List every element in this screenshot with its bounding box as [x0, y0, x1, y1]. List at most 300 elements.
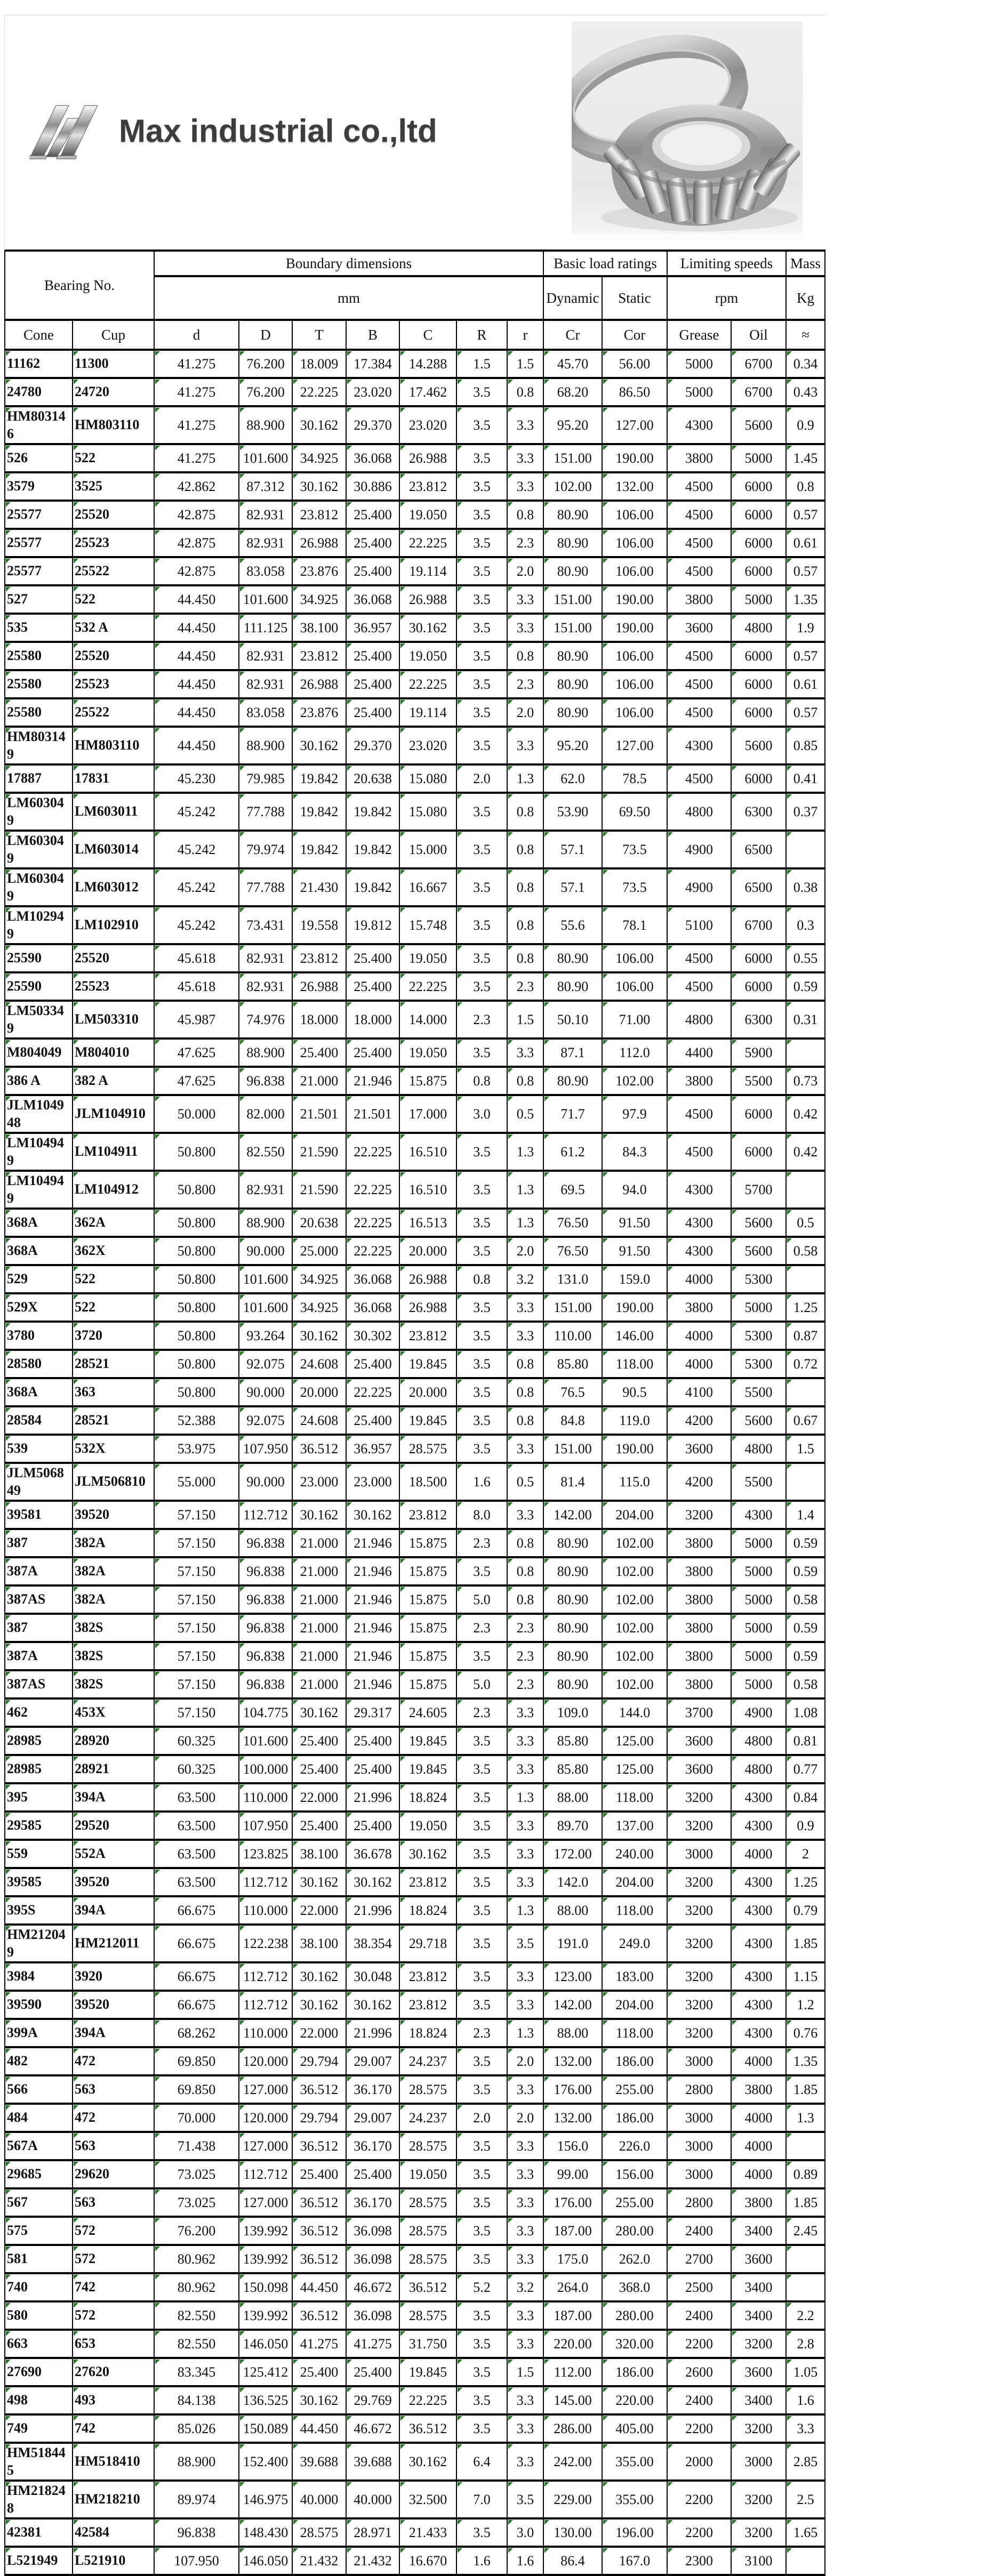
spec-value-cell: 21.000 [292, 1557, 346, 1585]
spec-value-cell: 92.075 [239, 1350, 292, 1378]
spec-value-cell: 3.5 [456, 1925, 507, 1962]
spec-value-cell: 38.100 [292, 614, 346, 642]
spec-value-cell: 5000 [731, 444, 786, 472]
spec-value-cell: 110.000 [239, 1896, 292, 1925]
table-row [5, 2386, 825, 2414]
spec-value-cell: 82.931 [239, 529, 292, 557]
spec-value-cell: 3.5 [456, 2301, 507, 2330]
spec-value-cell: 17.384 [346, 350, 399, 378]
spec-value-cell: 3.5 [456, 1039, 507, 1067]
spec-value-cell: 2400 [667, 2301, 731, 2330]
spec-value-cell: 19.842 [346, 793, 399, 831]
spec-value-cell: 3.3 [507, 2301, 543, 2330]
spec-value-cell: 25.400 [346, 501, 399, 529]
spec-value-cell: 26.988 [399, 1293, 456, 1322]
spec-value-cell: 21.996 [346, 1783, 399, 1812]
column-header-R: R [456, 320, 507, 350]
spec-value-cell: 5000 [667, 378, 731, 406]
spec-value-cell: 4000 [667, 1350, 731, 1378]
spec-value-cell: 2 [786, 1840, 825, 1868]
spec-value-cell: 196.00 [602, 2518, 667, 2547]
spec-value-cell: 80.90 [543, 972, 602, 1001]
cone-number-cell: 28985 [5, 1755, 73, 1783]
header-mass: Mass [786, 251, 825, 276]
spec-value-cell: 39.688 [346, 2443, 399, 2481]
header-bearing-no: Bearing No. [5, 251, 154, 320]
spec-value-cell: 6000 [731, 557, 786, 585]
spec-value-cell: 101.600 [239, 585, 292, 614]
table-row [5, 1265, 825, 1293]
table-row [5, 1133, 825, 1171]
spec-value-cell: 76.200 [239, 350, 292, 378]
spec-value-cell: 4500 [667, 698, 731, 727]
spec-value-cell: 18.000 [346, 1001, 399, 1039]
spec-value-cell: 3.5 [456, 727, 507, 764]
spec-value-cell: 368.0 [602, 2273, 667, 2301]
spec-value-cell: 30.162 [399, 1840, 456, 1868]
spec-value-cell: 76.5 [543, 1378, 602, 1406]
spec-value-cell: 50.800 [154, 1293, 239, 1322]
cone-number-cell: 575 [5, 2217, 73, 2245]
spec-value-cell: 19.114 [399, 557, 456, 585]
company-logo-m-icon [29, 101, 109, 160]
spec-value-cell: 0.8 [507, 1557, 543, 1585]
spec-value-cell: 0.57 [786, 698, 825, 727]
spec-value-cell: 3800 [667, 1557, 731, 1585]
spec-value-cell: 355.00 [602, 2443, 667, 2481]
spec-value-cell: 22.225 [346, 1378, 399, 1406]
cone-number-cell: 28584 [5, 1406, 73, 1435]
cup-number-cell: 394A [73, 2019, 154, 2047]
spec-value-cell: 204.00 [602, 1868, 667, 1896]
spec-value-cell: 38.100 [292, 1925, 346, 1962]
spec-value-cell: 42.862 [154, 472, 239, 501]
cone-number-cell: 387AS [5, 1585, 73, 1614]
spec-value-cell: 23.876 [292, 698, 346, 727]
spec-value-cell: 0.8 [507, 944, 543, 972]
spec-value-cell: 36.098 [346, 2245, 399, 2273]
spec-value-cell: 26.988 [292, 670, 346, 698]
spec-value-cell: 29.769 [346, 2386, 399, 2414]
spec-value-cell: 146.050 [239, 2547, 292, 2575]
spec-value-cell: 0.87 [786, 1322, 825, 1350]
spec-value-cell: 1.2 [786, 1991, 825, 2019]
spec-value-cell: 29.007 [346, 2047, 399, 2075]
spec-value-cell: 3.3 [507, 727, 543, 764]
spec-value-cell: 30.162 [346, 1501, 399, 1529]
spec-value-cell: 6300 [731, 793, 786, 831]
spec-value-cell: 94.0 [602, 1171, 667, 1209]
spec-value-cell: 4300 [667, 1237, 731, 1265]
cone-number-cell: L521949 [5, 2547, 73, 2575]
spec-value-cell: 82.931 [239, 670, 292, 698]
spec-value-cell: 132.00 [543, 2104, 602, 2132]
spec-value-cell: 30.162 [292, 472, 346, 501]
spec-value-cell: 3.3 [507, 1293, 543, 1322]
spec-value-cell: 3400 [731, 2217, 786, 2245]
header-unit-rpm: rpm [667, 276, 786, 320]
spec-value-cell: 3000 [667, 2047, 731, 2075]
cone-number-cell: 498 [5, 2386, 73, 2414]
spec-value-cell: 80.90 [543, 1067, 602, 1095]
spec-value-cell: 1.35 [786, 585, 825, 614]
spec-value-cell: 2600 [667, 2358, 731, 2386]
table-row [5, 1925, 825, 1962]
spec-value-cell: 5000 [731, 1585, 786, 1614]
spec-value-cell: 80.90 [543, 1585, 602, 1614]
spec-value-cell: 82.550 [154, 2330, 239, 2358]
cup-number-cell: 42584 [73, 2518, 154, 2547]
cup-number-cell: LM104912 [73, 1171, 154, 1209]
header-unit-kg: Kg [786, 276, 825, 320]
spec-value-cell: 123.00 [543, 1962, 602, 1991]
spec-value-cell: 0.57 [786, 642, 825, 670]
cone-number-cell: LM102949 [5, 906, 73, 944]
spec-value-cell: 21.000 [292, 1642, 346, 1670]
spec-value-cell: 4000 [731, 2104, 786, 2132]
spec-value-cell: 28.971 [346, 2518, 399, 2547]
spec-value-cell: 5000 [731, 585, 786, 614]
spec-value-cell: 36.678 [346, 1840, 399, 1868]
spec-value-cell: 92.075 [239, 1406, 292, 1435]
spec-value-cell: 0.8 [507, 868, 543, 906]
spec-value-cell: 28.575 [399, 2075, 456, 2104]
spec-value-cell: 3.5 [456, 642, 507, 670]
spec-value-cell: 2400 [667, 2217, 731, 2245]
spec-value-cell: 25.400 [292, 1812, 346, 1840]
spec-value-cell: 25.400 [346, 972, 399, 1001]
spec-value-cell: 4000 [667, 1322, 731, 1350]
spec-value-cell: 0.31 [786, 1001, 825, 1039]
spec-value-cell: 1.85 [786, 2188, 825, 2217]
spec-value-cell: 83.058 [239, 557, 292, 585]
spec-value-cell: 0.8 [456, 1265, 507, 1293]
cone-number-cell: 663 [5, 2330, 73, 2358]
spec-value-cell: 23.020 [399, 727, 456, 764]
spec-value-cell: 50.10 [543, 1001, 602, 1039]
spec-value-cell: 25.400 [346, 1039, 399, 1067]
spec-value-cell: 41.275 [154, 444, 239, 472]
cup-number-cell: 25523 [73, 670, 154, 698]
spec-value-cell: 112.712 [239, 1962, 292, 1991]
spec-value-cell: 22.000 [292, 1896, 346, 1925]
spec-value-cell: 3.5 [456, 1991, 507, 2019]
spec-value-cell: 3.5 [456, 1209, 507, 1237]
spec-value-cell: 1.3 [507, 764, 543, 793]
spec-value-cell: 1.45 [786, 444, 825, 472]
spec-value-cell [786, 1378, 825, 1406]
spec-value-cell: 96.838 [239, 1642, 292, 1670]
spec-value-cell: 120.000 [239, 2104, 292, 2132]
spec-value-cell: 20.638 [292, 1209, 346, 1237]
cone-number-cell: HM803149 [5, 727, 73, 764]
spec-value-cell: 0.8 [507, 501, 543, 529]
spec-value-cell: 3800 [667, 1529, 731, 1557]
spec-value-cell: 79.974 [239, 831, 292, 868]
spec-value-cell: 28.575 [399, 1435, 456, 1463]
table-row [5, 1350, 825, 1378]
cup-number-cell: 394A [73, 1896, 154, 1925]
spec-value-cell: 0.59 [786, 1557, 825, 1585]
cone-number-cell: 27690 [5, 2358, 73, 2386]
spec-value-cell: 50.800 [154, 1378, 239, 1406]
cone-number-cell: 559 [5, 1840, 73, 1868]
spec-value-cell: 3.3 [507, 2414, 543, 2443]
spec-value-cell: 21.590 [292, 1171, 346, 1209]
spec-value-cell: 3200 [731, 2414, 786, 2443]
spec-value-cell: 57.1 [543, 831, 602, 868]
spec-value-cell: 4200 [667, 1463, 731, 1501]
cone-number-cell: 368A [5, 1209, 73, 1237]
spec-value-cell: 130.00 [543, 2518, 602, 2547]
spec-value-cell: 97.9 [602, 1095, 667, 1133]
spec-value-cell: 127.00 [602, 406, 667, 444]
spec-value-cell: 106.00 [602, 642, 667, 670]
cup-number-cell: 532 A [73, 614, 154, 642]
spec-value-cell: 172.00 [543, 1840, 602, 1868]
spec-value-cell: 204.00 [602, 1991, 667, 2019]
spec-value-cell: 44.450 [292, 2414, 346, 2443]
spec-value-cell: 125.00 [602, 1755, 667, 1783]
spec-value-cell: 2200 [667, 2414, 731, 2443]
spec-value-cell: 240.00 [602, 1840, 667, 1868]
spec-value-cell: 0.61 [786, 670, 825, 698]
spec-value-cell: 2.8 [786, 2330, 825, 2358]
cone-number-cell: 567 [5, 2188, 73, 2217]
spec-value-cell: 63.500 [154, 1840, 239, 1868]
spec-value-cell: 0.9 [786, 406, 825, 444]
spec-value-cell: 226.0 [602, 2132, 667, 2160]
spec-value-cell: 6000 [731, 472, 786, 501]
spec-value-cell: 3.5 [456, 2330, 507, 2358]
spec-value-cell [786, 2132, 825, 2160]
header-group-row [5, 251, 825, 276]
spec-value-cell: 0.89 [786, 2160, 825, 2188]
spec-value-cell: 3.5 [456, 1322, 507, 1350]
spec-value-cell: 4300 [667, 727, 731, 764]
spec-value-cell: 36.512 [292, 2301, 346, 2330]
spec-value-cell: 45.242 [154, 906, 239, 944]
spec-value-cell: 82.000 [239, 1095, 292, 1133]
spec-value-cell: 30.162 [292, 1868, 346, 1896]
spec-value-cell: 14.288 [399, 350, 456, 378]
cone-number-cell: 535 [5, 614, 73, 642]
spec-value-cell: 0.58 [786, 1585, 825, 1614]
spec-value-cell: 84.8 [543, 1406, 602, 1435]
spec-value-cell: 17.000 [399, 1095, 456, 1133]
table-row [5, 1406, 825, 1435]
spec-value-cell: 19.842 [292, 764, 346, 793]
spec-value-cell: 82.931 [239, 944, 292, 972]
cup-number-cell: 572 [73, 2217, 154, 2245]
spec-value-cell: 101.600 [239, 1727, 292, 1755]
spec-value-cell: 150.089 [239, 2414, 292, 2443]
spec-value-cell: 36.170 [346, 2075, 399, 2104]
spec-value-cell: 19.558 [292, 906, 346, 944]
spec-value-cell: 125.412 [239, 2358, 292, 2386]
spec-value-cell: 25.400 [346, 2358, 399, 2386]
spec-value-cell: 53.90 [543, 793, 602, 831]
spec-value-cell: 2.3 [456, 1614, 507, 1642]
spec-value-cell: 110.000 [239, 1783, 292, 1812]
spec-value-cell: 2.3 [456, 2019, 507, 2047]
cup-number-cell: 563 [73, 2075, 154, 2104]
spec-value-cell: 23.020 [346, 378, 399, 406]
spec-value-cell: 19.842 [346, 831, 399, 868]
spec-value-cell: 19.842 [292, 793, 346, 831]
spec-value-cell: 107.950 [154, 2547, 239, 2575]
spec-value-cell: 36.068 [346, 444, 399, 472]
spec-value-cell: 36.512 [292, 2075, 346, 2104]
spec-value-cell: 22.225 [292, 378, 346, 406]
spec-value-cell: 41.275 [154, 378, 239, 406]
cup-number-cell: 39520 [73, 1868, 154, 1896]
spec-value-cell: 106.00 [602, 557, 667, 585]
header-dynamic: Dynamic [543, 276, 602, 320]
spec-value-cell: 39.688 [292, 2443, 346, 2481]
spec-value-cell: 3.5 [507, 2481, 543, 2518]
spec-value-cell: 3.5 [456, 698, 507, 727]
spec-value-cell: 4300 [731, 1925, 786, 1962]
spec-value-cell: 36.068 [346, 1293, 399, 1322]
table-row [5, 2075, 825, 2104]
spec-value-cell: 22.225 [399, 2386, 456, 2414]
spec-value-cell: 24.608 [292, 1350, 346, 1378]
table-row [5, 614, 825, 642]
spec-value-cell: 96.838 [154, 2518, 239, 2547]
spec-value-cell: 63.500 [154, 1812, 239, 1840]
spec-value-cell: 3200 [731, 2481, 786, 2518]
column-header-grease: Grease [667, 320, 731, 350]
spec-value-cell: 21.946 [346, 1529, 399, 1557]
spec-value-cell: 32.500 [399, 2481, 456, 2518]
spec-value-cell: 191.0 [543, 1925, 602, 1962]
spec-value-cell: 19.845 [399, 1755, 456, 1783]
spec-value-cell: 41.275 [292, 2330, 346, 2358]
cup-number-cell: 28920 [73, 1727, 154, 1755]
spec-value-cell: 6000 [731, 764, 786, 793]
cone-number-cell: 529 [5, 1265, 73, 1293]
spec-value-cell: 23.876 [292, 557, 346, 585]
spec-value-cell: 96.838 [239, 1529, 292, 1557]
table-row [5, 1039, 825, 1067]
table-row [5, 2019, 825, 2047]
spec-value-cell: 88.900 [239, 727, 292, 764]
spec-value-cell: 21.946 [346, 1642, 399, 1670]
spec-value-cell: 3.5 [456, 1896, 507, 1925]
spec-value-cell: 3.5 [456, 2217, 507, 2245]
spec-value-cell: 80.90 [543, 1670, 602, 1698]
spec-value-cell: 71.438 [154, 2132, 239, 2160]
spec-value-cell: 57.150 [154, 1501, 239, 1529]
spec-value-cell: 137.00 [602, 1812, 667, 1840]
spec-value-cell: 18.000 [292, 1001, 346, 1039]
spec-value-cell: 96.838 [239, 1585, 292, 1614]
spec-value-cell: 5000 [731, 1293, 786, 1322]
spec-value-cell: 23.812 [399, 1868, 456, 1896]
spec-value-cell: 4300 [731, 1868, 786, 1896]
cup-number-cell: 532X [73, 1435, 154, 1463]
spec-value-cell: 4500 [667, 642, 731, 670]
table-row [5, 1896, 825, 1925]
table-row [5, 2047, 825, 2075]
spec-value-cell: 76.200 [154, 2217, 239, 2245]
cup-number-cell: HM803110 [73, 406, 154, 444]
spec-value-cell: 2.3 [507, 670, 543, 698]
spec-value-cell: 3.5 [456, 2047, 507, 2075]
spec-value-cell: 15.875 [399, 1642, 456, 1670]
spec-value-cell: 1.25 [786, 1293, 825, 1322]
spec-value-cell: 31.750 [399, 2330, 456, 2358]
spec-value-cell: 41.275 [346, 2330, 399, 2358]
spec-value-cell: 4500 [667, 472, 731, 501]
spec-value-cell: 21.501 [346, 1095, 399, 1133]
spec-value-cell: 286.00 [543, 2414, 602, 2443]
spec-value-cell: 30.048 [346, 1962, 399, 1991]
spec-value-cell: 23.812 [399, 1322, 456, 1350]
table-row [5, 727, 825, 764]
spec-value-cell: 80.90 [543, 944, 602, 972]
spec-value-cell: 23.812 [399, 1501, 456, 1529]
spec-value-cell: 0.61 [786, 529, 825, 557]
cup-number-cell: 382S [73, 1670, 154, 1698]
spec-value-cell: 23.812 [399, 472, 456, 501]
spec-value-cell: 106.00 [602, 944, 667, 972]
spec-value-cell: 125.00 [602, 1727, 667, 1755]
spec-value-cell: 0.59 [786, 1614, 825, 1642]
spec-value-cell: 44.450 [154, 585, 239, 614]
spec-value-cell: 118.00 [602, 1783, 667, 1812]
spec-value-cell: 15.080 [399, 764, 456, 793]
table-row [5, 2301, 825, 2330]
spec-value-cell: 0.34 [786, 350, 825, 378]
spec-value-cell: 4500 [667, 944, 731, 972]
cup-number-cell: 572 [73, 2301, 154, 2330]
spec-value-cell: 45.618 [154, 944, 239, 972]
spec-value-cell: 21.000 [292, 1067, 346, 1095]
spec-value-cell: 3.3 [786, 2414, 825, 2443]
spec-value-cell: 24.608 [292, 1406, 346, 1435]
spec-value-cell: 3.5 [456, 1727, 507, 1755]
cup-number-cell: 3720 [73, 1322, 154, 1350]
spec-value-cell: 1.4 [786, 1501, 825, 1529]
cup-number-cell: 28521 [73, 1406, 154, 1435]
spec-value-cell: 1.15 [786, 1962, 825, 1991]
cup-number-cell: 472 [73, 2104, 154, 2132]
spec-value-cell: 66.675 [154, 1896, 239, 1925]
spec-value-cell: 2.0 [456, 764, 507, 793]
spec-value-cell: 3.3 [507, 1435, 543, 1463]
cup-number-cell: 382A [73, 1557, 154, 1585]
spec-value-cell: 3.2 [507, 1265, 543, 1293]
spec-value-cell: 1.3 [786, 2104, 825, 2132]
cone-number-cell: HM518445 [5, 2443, 73, 2481]
spec-value-cell: 18.500 [399, 1463, 456, 1501]
spec-value-cell: 2.0 [507, 557, 543, 585]
spec-value-cell: 25.400 [346, 529, 399, 557]
spec-value-cell: 4300 [731, 1812, 786, 1840]
spec-value-cell: 115.0 [602, 1463, 667, 1501]
spec-value-cell: 30.162 [346, 1868, 399, 1896]
spec-value-cell: 55.000 [154, 1463, 239, 1501]
spec-value-cell: 3.5 [456, 2160, 507, 2188]
spec-value-cell: 80.90 [543, 529, 602, 557]
spec-value-cell: 23.812 [399, 1991, 456, 2019]
spec-value-cell: 52.388 [154, 1406, 239, 1435]
spec-value-cell: 118.00 [602, 2019, 667, 2047]
spec-value-cell: 83.058 [239, 698, 292, 727]
spec-value-cell: 0.79 [786, 1896, 825, 1925]
